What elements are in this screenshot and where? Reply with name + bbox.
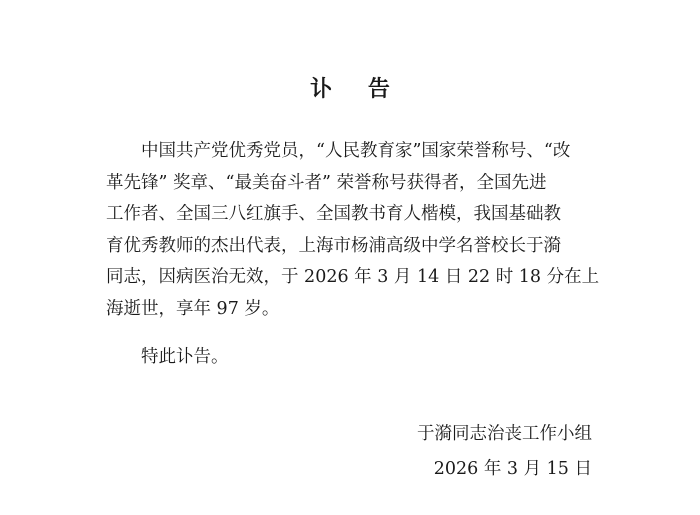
body-line: 同志，因病医治无效，于 2026 年 3 月 14 日 22 时 18 分在上 (106, 267, 600, 287)
body-line: 育优秀教师的杰出代表，上海市杨浦高级中学名誉校长于漪 (106, 235, 561, 256)
body-line: 革先锋” 奖章、“最美奋斗者” 荣誉称号获得者，全国先进 (106, 172, 547, 193)
closing-statement: 特此讣告。 (141, 347, 229, 367)
obituary-body (106, 136, 600, 325)
body-line: 中国共产党优秀党员，“人民教育家”国家荣誉称号、“改 (141, 141, 571, 161)
signature-organization: 于漪同志治丧工作小组 (417, 424, 592, 444)
signature-date: 2026 年 3 月 15 日 (433, 459, 592, 479)
document-title: 讣 告 (310, 76, 404, 102)
body-line: 海逝世，享年 97 岁。 (106, 298, 280, 319)
body-line: 工作者、全国三八红旗手、全国教书育人楷模，我国基础教 (106, 204, 561, 224)
